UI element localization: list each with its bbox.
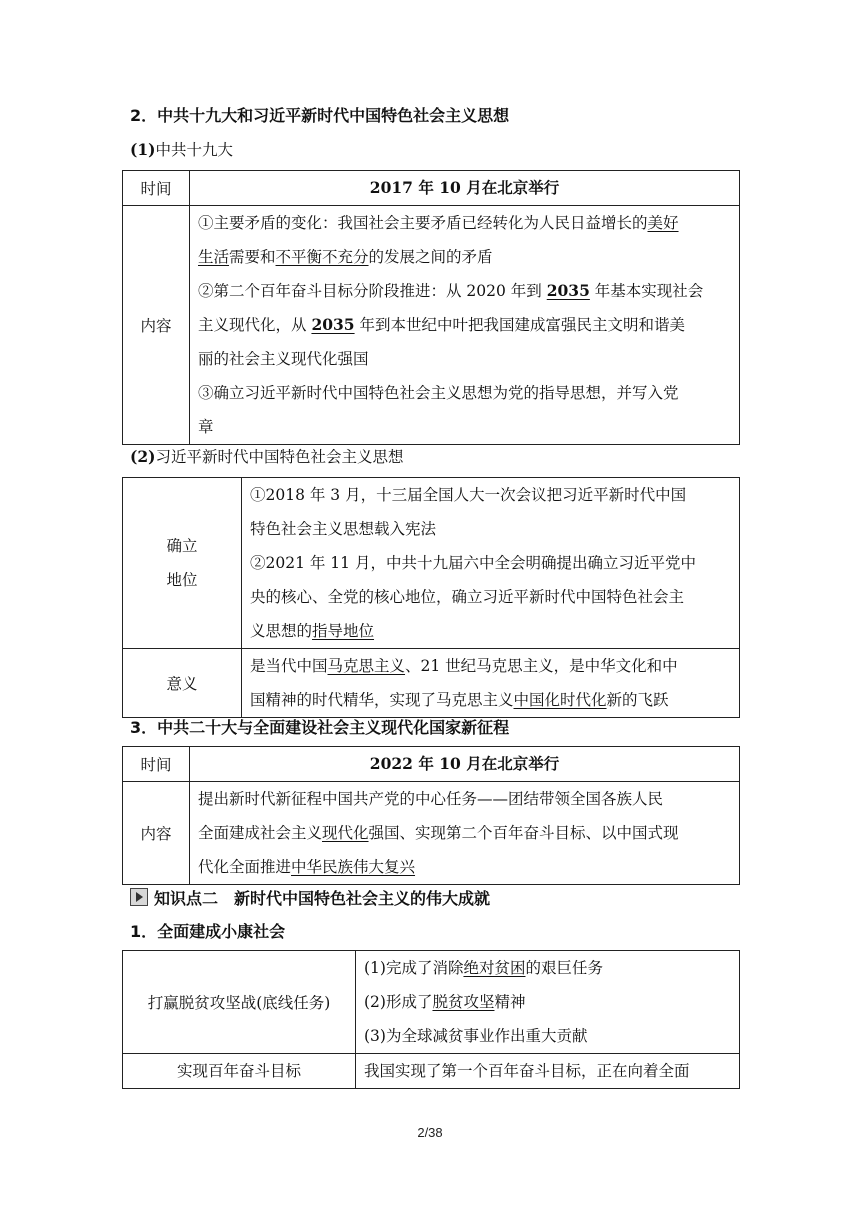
poverty-line: (3)为全球减贫事业作出重大贡献: [364, 1027, 588, 1045]
table-xi-thought: [122, 477, 740, 718]
content-cell: [190, 206, 740, 445]
content-line: 提出新时代新征程中国共产党的中心任务——团结带领全国各族人民: [198, 790, 664, 808]
time-value-text: 2017 年 10 月在北京举行: [369, 178, 560, 197]
establish-line: 义思想的指导地位: [250, 622, 375, 640]
content-line: 主义现代化，从 2035 年到本世纪中叶把我国建成富强民主文明和谐美: [198, 315, 686, 334]
establish-line: ①2018 年 3 月，十三届全国人大一次会议把习近平新时代中国: [250, 486, 687, 504]
establish-cell: [242, 478, 740, 649]
subsection-title: 中共十九大: [155, 141, 233, 159]
table-20th-congress: [122, 746, 740, 885]
establish-line: 特色社会主义思想载入宪法: [250, 520, 437, 538]
poverty-cell: [356, 951, 740, 1054]
knowledge-point-title: 知识点二 新时代中国特色社会主义的伟大成就: [154, 889, 491, 908]
subsection-number: (2): [130, 447, 156, 466]
page-number: 2/38: [417, 1125, 443, 1140]
subsection-heading-1: [130, 140, 233, 160]
establish-label-line: 确立: [166, 537, 198, 555]
time-value: [190, 747, 740, 782]
time-value: [190, 171, 740, 206]
section-heading-4: 1．全面建成小康社会: [130, 922, 286, 941]
subsection-number: (1): [130, 140, 156, 159]
table-19th-congress: [122, 170, 740, 445]
establish-line: 央的核心、全党的核心地位，确立习近平新时代中国特色社会主: [250, 588, 685, 606]
meaning-cell: [242, 649, 740, 718]
content-cell: [190, 782, 740, 885]
content-line: 丽的社会主义现代化强国: [198, 350, 369, 368]
meaning-label: 意义: [123, 649, 242, 718]
subsection-title: 习近平新时代中国特色社会主义思想: [155, 448, 404, 466]
establish-line: ②2021 年 11 月，中共十九届六中全会明确提出确立习近平党中: [250, 554, 696, 572]
content-line: ②第二个百年奋斗目标分阶段推进：从 2020 年到 2035 年基本实现社会: [198, 281, 704, 300]
poverty-line: (1)完成了消除绝对贫困的艰巨任务: [364, 959, 603, 977]
section-heading-3: 3．中共二十大与全面建设社会主义现代化国家新征程: [130, 718, 510, 737]
content-line: 生活需要和不平衡不充分的发展之间的矛盾: [198, 248, 493, 266]
content-line: ①主要矛盾的变化：我国社会主要矛盾已经转化为人民日益增长的美好: [198, 214, 679, 232]
goal-line: 我国实现了第一个百年奋斗目标，正在向着全面: [364, 1062, 690, 1080]
content-line: 章: [198, 418, 214, 436]
goal-label: 实现百年奋斗目标: [123, 1054, 356, 1089]
content-label: 内容: [123, 206, 190, 445]
goal-cell: [356, 1054, 740, 1089]
content-line: ③确立习近平新时代中国特色社会主义思想为党的指导思想，并写入党: [198, 384, 679, 402]
poverty-label: 打赢脱贫攻坚战(底线任务): [123, 951, 356, 1054]
time-value-text: 2022 年 10 月在北京举行: [369, 754, 560, 773]
knowledge-point-heading: [130, 888, 490, 909]
content-line: 全面建成社会主义现代化强国、实现第二个百年奋斗目标、以中国式现: [198, 824, 679, 842]
content-line: 代化全面推进中华民族伟大复兴: [198, 858, 416, 876]
establish-label: [123, 478, 242, 649]
table-moderately-prosperous: [122, 950, 740, 1089]
subsection-heading-2: [130, 447, 403, 467]
play-arrow-icon: [130, 888, 148, 906]
poverty-line: (2)形成了脱贫攻坚精神: [364, 993, 526, 1011]
time-label: 时间: [123, 747, 190, 782]
content-label: 内容: [123, 782, 190, 885]
time-label: 时间: [123, 171, 190, 206]
meaning-line: 是当代中国马克思主义、21 世纪马克思主义，是中华文化和中: [250, 657, 678, 675]
section-heading-2: 2．中共十九大和习近平新时代中国特色社会主义思想: [130, 106, 510, 125]
establish-label-line: 地位: [166, 571, 198, 589]
meaning-line: 国精神的时代精华，实现了马克思主义中国化时代化新的飞跃: [250, 691, 669, 709]
